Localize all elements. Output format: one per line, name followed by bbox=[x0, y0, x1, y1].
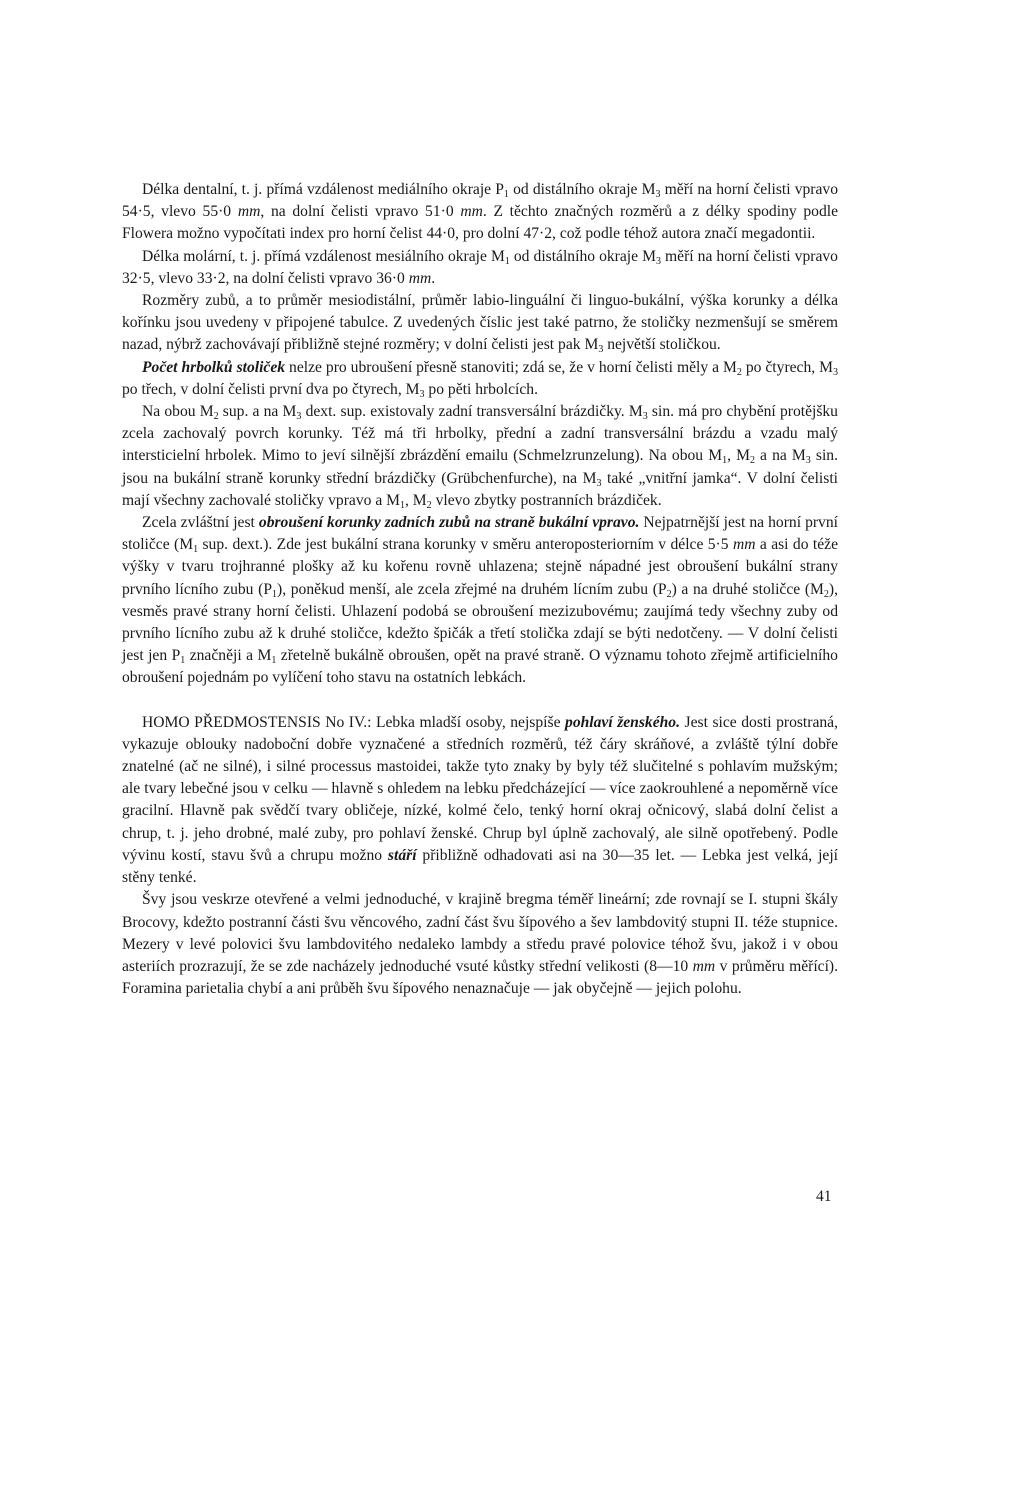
page-number: 41 bbox=[816, 1188, 832, 1205]
paragraph-cusp-count: Počet hrbolků stoliček nelze pro ubroušení přesně stanoviti; zdá se, že v horní čelisti měly a $M_2$ po čtyrech, $M_3$ po třech, v dolní čelisti první dva po čtyrech, $M_3$ po pěti hrbolcích. bbox=[122, 358, 839, 400]
paragraph-tooth-dimensions: Rozměry zubů, a to průměr mesiodistální, průměr labio-linguální či linguo-bukální, výška korunky a délka kořínku jsou uvedeny v připojené tabulce. Z uvedených číslic jest také patrno, že stoličky nezmenšují se směrem nazad, nýbrž zachovávají přibližně stejné rozměry; v dolní čelisti jest pak $M_3$ největší stoličkou. bbox=[122, 292, 838, 356]
body-text bbox=[122, 179, 838, 1000]
paragraph-dental-length: Délka dentalní, t. j. přímá vzdálenost mediálního okraje $P_1$ od distálního okraje $M_3$ měří na horní čelisti vpravo 54·5, vlevo 55·0 mm, na dolní čelisti vpravo 51·0 mm. Z těchto značných rozměrů a z délky spodiny podle Flowera možno vypočítati index pro horní čelist 44·0, pro dolní 47·2, což podle téhož autora značí megadontii. bbox=[122, 181, 839, 243]
paragraph-sutures: Švy jsou veskrze otevřené a velmi jednoduché, v krajině bregma téměř lineární; zde rovnají se I. stupni škály Brocovy, kdežto postranní části švu věncového, zadní část švu šípového a šev lambdovitý stupni II. téže stupnice. Mezery v levé polovici švu lambdovitého nedaleko lambdy a středu pravé polovice téhož švu, jakož i v obou asteriích prozrazují, že se zde nacházely jednoduché vsuté kůstky střední velikosti (8—10 mm v průměru měřící). Foramina parietalia chybí a ani průběh švu šípového nenaznačuje — jak obyčejně — jejich polohu. bbox=[122, 891, 838, 998]
paragraph-molar-length: Délka molární, t. j. přímá vzdálenost mesiálního okraje $M_1$ od distálního okraje $M_3$ měří na horní čelisti vpravo 32·5, vlevo 33·2, na dolní čelisti vpravo 36·0 mm. bbox=[122, 247, 838, 287]
paragraph-homo-iv: HOMO PŘEDMOSTENSIS No IV.: Lebka mladší osoby, nejspíše pohlaví ženského. Jest sice dosti prostraná, vykazuje oblouky nadoboční dobře vyznačené a středních rozměrů, též čáry skráňové, a zvláště týlní dobře znatelné (ač ne silné), i silné processus mastoidei, takže tyto znaky by byly též slučitelné s pohlavím mužským; ale tvary lebečné jsou v celku — hlavně s ohledem na lebku předcházející — více zaokrouhlené a nepoměrně více gracilní. Hlavně pak svědčí tvary obličeje, nízké, kolmé čelo, tenký horní okraj očnicový, slabá dolní čelist a chrup, t. j. jeho drobné, malé zuby, pro pohlaví ženské. Chrup byl úplně zachovalý, ale silně opotřebený. Podle vývinu kostí, stavu švů a chrupu možno stáří přibližně odhadovati asi na 30—35 let. — Lebka jest velká, její stěny tenké. bbox=[122, 713, 838, 887]
paragraph-grooves: Na obou $M_2$ sup. a na $M_3$ dext. sup. existovaly zadní transversální brázdičky. $M_3$ sin. má pro chybění protějšku zcela zachovalý povrch korunky. Též má tři hrbolky, přední a zadní transversální brázdu a vzadu malý intersticielní hrbolek. Mimo to jeví silnější zbrázdění emailu (Schmelzrunzelung). Na obou $M_1$, $M_2$ a na $M_3$ sin. jsou na bukální straně korunky střední brázdičky (Grübchenfurche), na $M_3$ také „vnitřní jamka“. V dolní čelisti mají všechny zachovalé stoličky vpravo a $M_1$, $M_2$ vlevo zbytky postranních brázdiček. bbox=[122, 403, 839, 511]
paragraph-abrasion: Zcela zvláštní jest obroušení korunky zadních zubů na straně bukální vpravo. Nejpatrnější jest na horní první stoličce ($M_1$ sup. dext.). Zde jest bukální strana korunky v směru anteroposteriorním v délce 5·5 mm a asi do téže výšky v tvaru trojhranné plošky až ku kořenu rovně uhlazena; stejně nápadné jest obroušení bukální strany prvního lícního zubu $(P_1)$, poněkud menší, ale zcela zřejmé na druhém lícním zubu $(P_2)$ a na druhé stoličce $(M_2)$, vesměs pravé strany horní čelisti. Uhlazení podobá se obroušení mezizubovému; zaujímá tedy všechny zuby od prvního lícního zubu až k druhé stoličce, kdežto špičák a třetí stolička zdají se býti nedotčeny. — V dolní čelisti jest jen $P_1$ značněji a $M_1$ zřetelně bukálně obroušen, opět na pravé straně. O významu tohoto zřejmě artificielního obroušení pojednám po vylíčení toho stavu na ostatních lebkách. bbox=[122, 514, 839, 687]
